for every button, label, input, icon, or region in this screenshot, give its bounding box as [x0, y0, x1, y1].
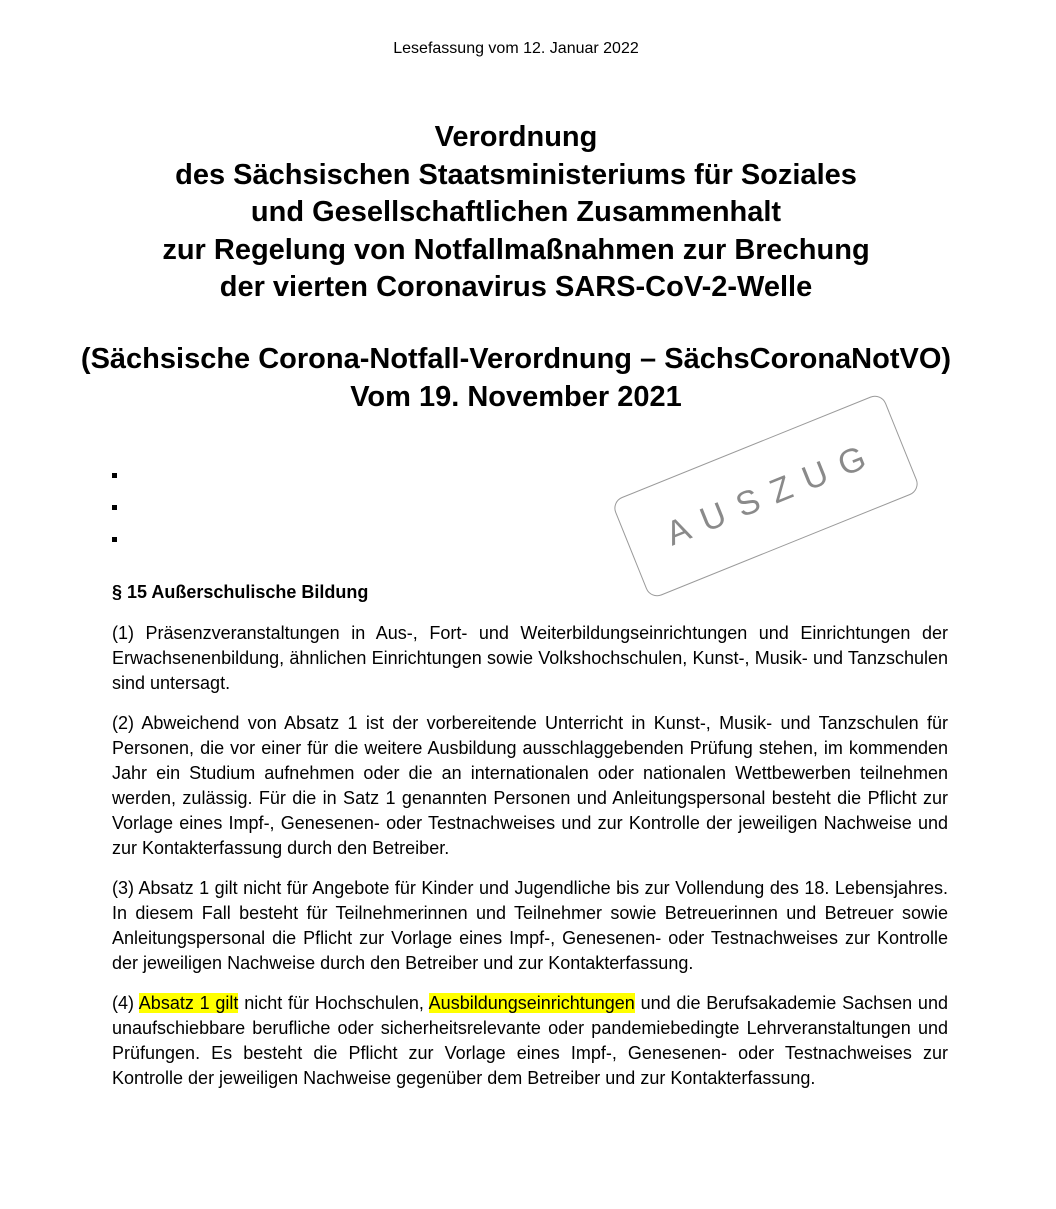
paragraph-4-prefix: (4)	[112, 993, 139, 1013]
excerpt-stamp-text: AUSZUG	[660, 433, 885, 553]
paragraph-1: (1) Präsenzveranstaltungen in Aus-, Fort- und Weiterbildungseinrichtungen und Einrichtungen der Erwachsenenbildung, ähnlichen Einrichtungen sowie Volkshochschulen, Kunst-, Musik- und Tanzschulen sind untersagt.	[112, 623, 948, 693]
short-title: (Sächsische Corona-Notfall-Verordnung – SächsCoronaNotVO)	[80, 343, 952, 375]
highlight-absatz-1-gilt: Absatz 1 gilt	[138, 993, 239, 1013]
title-line: Verordnung	[434, 121, 598, 153]
paragraph-4	[112, 991, 948, 1091]
paragraph-3: (3) Absatz 1 gilt nicht für Angebote für Kinder und Jugendliche bis zur Vollendung des 18. Lebensjahres. In diesem Fall besteht für Teilnehmerinnen und Teilnehmer sowie Betreuerinnen und Betreuer sowie Anleitungspersonal die Pflicht zur Vorlage eines Impf-, Genesenen- oder Testnachweises zur Kontrolle der jeweiligen Nachweise durch den Betreiber und zur Kontakterfassung.	[112, 878, 948, 973]
section-content	[112, 580, 948, 1106]
paragraph-2: (2) Abweichend von Absatz 1 ist der vorbereitende Unterricht in Kunst-, Musik- und Tanzschulen für Personen, die vor einer für die weitere Ausbildung ausschlaggebenden Prüfung stehen, im kommenden Jahr ein Studium aufnehmen oder die an internationalen oder nationalen Wettbewerben teilnehmen werden, zulässig. Für die in Satz 1 genannten Personen und Anleitungspersonal besteht die Pflicht zur Vorlage eines Impf-, Genesenen- oder Testnachweises und zur Kontrolle der jeweiligen Nachweise und zur Kontakterfassung durch den Betreiber.	[112, 713, 948, 858]
ordinance-title	[0, 119, 1032, 307]
section-heading: § 15 Außerschulische Bildung	[112, 582, 369, 602]
paragraph-4-middle: nicht für Hochschulen,	[238, 993, 429, 1013]
title-line: und Gesellschaftlichen Zusammenhalt	[250, 196, 782, 228]
paragraph-4-rest: und die Berufsakademie Sachsen und unaufschiebbare berufliche oder sicherheitsrelevante oder pandemiebedingte Lehrveranstaltungen und Prüfungen. Es besteht die Pflicht zur Vorlage eines Impf-, Genesenen- oder Testnachweises zur Kontrolle der jeweiligen Nachweise gegenüber dem Betreiber und zur Kontakterfassung.	[112, 993, 948, 1088]
omission-dot	[112, 473, 117, 478]
excerpt-stamp	[611, 392, 921, 600]
title-line: der vierten Coronavirus SARS-CoV-2-Welle	[219, 271, 813, 303]
title-line: des Sächsischen Staatsministeriums für Soziales	[175, 158, 857, 191]
omission-dot	[112, 505, 117, 510]
reading-version-note: Lesefassung vom 12. Januar 2022	[393, 40, 639, 57]
highlight-ausbildungseinrichtungen: Ausbildungseinrichtungen	[428, 993, 635, 1013]
title-line: zur Regelung von Notfallmaßnahmen zur Brechung	[162, 233, 870, 266]
ordinance-date: Vom 19. November 2021	[350, 381, 682, 413]
omission-dot	[112, 537, 117, 542]
